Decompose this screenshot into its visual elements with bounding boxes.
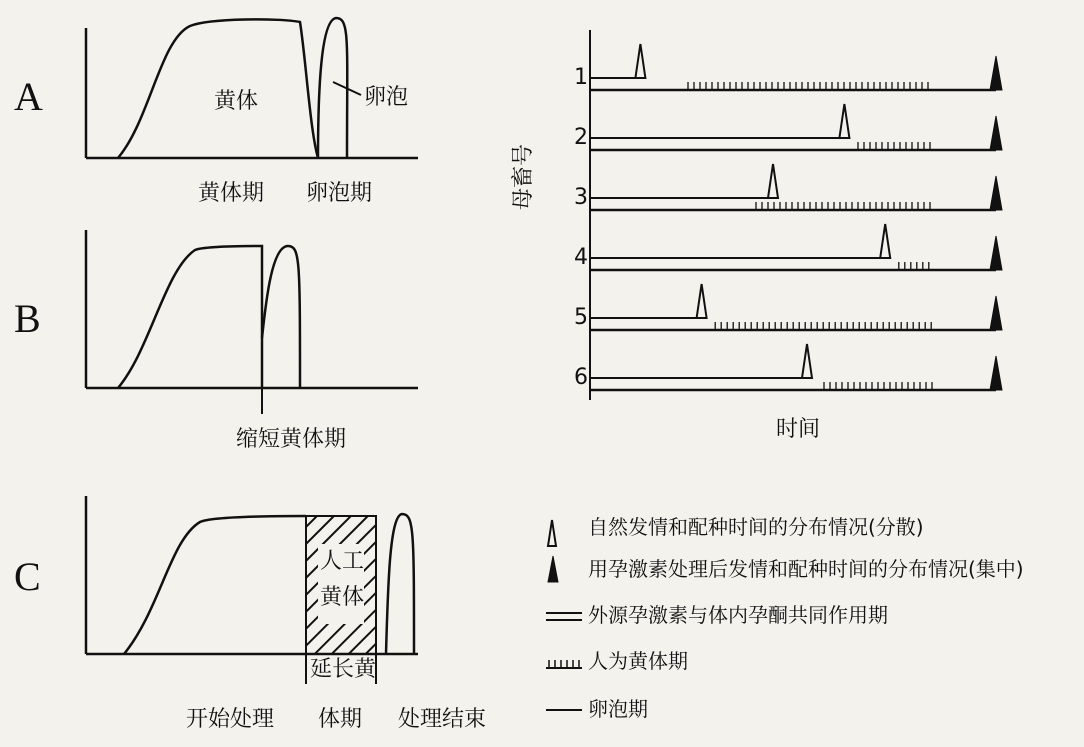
timeline-ylabel: 母畜号 (511, 143, 536, 210)
timeline-animal-number: 5 (574, 305, 588, 330)
timeline-natural-estrus-marker (802, 344, 812, 378)
panel-c-artificial-line2: 黄体 (320, 585, 365, 610)
timeline-animal-number: 1 (574, 65, 588, 90)
legend (546, 515, 1024, 721)
panel-a-follicle-curve (318, 18, 347, 158)
timeline-induced-estrus-marker (990, 356, 1002, 390)
panel-a-luteal-label: 黄体 (214, 89, 259, 114)
panel-a-phase-luteal: 黄体期 (198, 181, 265, 206)
panel-c-extend-line1: 延长黄 (310, 657, 377, 682)
timeline-natural-estrus-marker (839, 104, 849, 138)
timeline-induced-estrus-marker (990, 236, 1002, 270)
legend-item-double-line: 外源孕激素与体内孕酮共同作用期 (588, 603, 888, 627)
panel-c-artificial-line1: 人工 (320, 549, 365, 574)
panel-c-end-label: 处理结束 (398, 707, 487, 732)
panel-c-letter: C (14, 554, 41, 599)
legend-item-hatched-line: 人为黄体期 (588, 649, 688, 673)
timeline-natural-estrus-marker (635, 44, 645, 78)
timeline-rows (574, 44, 1002, 390)
panel-a-phase-follicle: 卵泡期 (306, 181, 373, 206)
panel-b-letter: B (14, 296, 41, 341)
timeline-xlabel: 时间 (776, 417, 821, 442)
panel-c-luteal-curve (124, 516, 306, 654)
timeline-induced-estrus-marker (990, 176, 1002, 210)
timeline-animal-number: 3 (574, 185, 588, 210)
timeline-induced-estrus-marker (990, 296, 1002, 330)
timeline-natural-estrus-marker (768, 164, 778, 198)
timeline-natural-estrus-marker (880, 224, 890, 258)
timeline-animal-number: 4 (574, 245, 588, 270)
legend-item-filled-triangle: 用孕激素处理后发情和配种时间的分布情况(集中) (588, 557, 1024, 581)
timeline-induced-estrus-marker (990, 116, 1002, 150)
panel-a-letter: A (14, 74, 43, 119)
panel-b (14, 230, 418, 452)
legend-open-triangle-icon (548, 520, 556, 546)
timeline-induced-estrus-marker (990, 56, 1002, 90)
timeline-chart (511, 30, 1002, 442)
timeline-natural-estrus-marker (697, 284, 707, 318)
panel-b-follicle-curve (262, 246, 300, 388)
legend-filled-triangle-icon (548, 556, 558, 582)
panel-c (14, 496, 486, 732)
legend-hatched-line-icon (546, 660, 582, 668)
panel-a-follicle-label: 卵泡 (364, 85, 409, 110)
panel-a (14, 18, 418, 206)
panel-c-follicle-curve (386, 514, 414, 654)
panel-c-start-label: 开始处理 (186, 707, 275, 732)
legend-item-open-triangle: 自然发情和配种时间的分布情况(分散) (588, 515, 924, 539)
timeline-animal-number: 6 (574, 365, 588, 390)
panel-c-extend-line2: 体期 (318, 707, 363, 732)
panel-b-caption: 缩短黄体期 (236, 427, 347, 452)
panel-b-luteal-curve (118, 246, 262, 388)
legend-item-single-line: 卵泡期 (588, 697, 648, 721)
timeline-animal-number: 2 (574, 125, 588, 150)
